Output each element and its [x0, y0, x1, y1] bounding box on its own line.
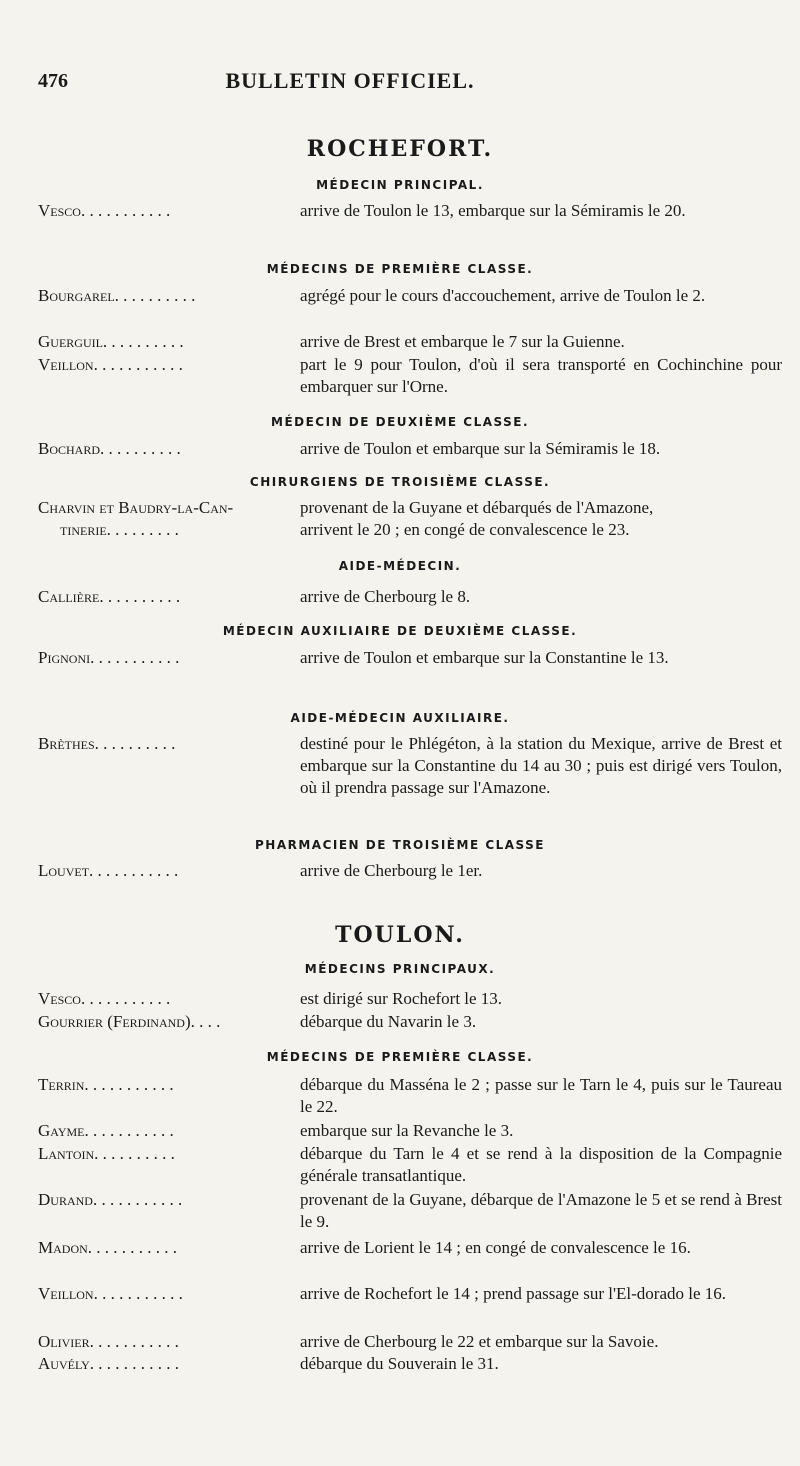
entry-text: débarque du Souverain le 31. — [300, 1354, 499, 1373]
officer-name: Brèthes. . . . . . . . . . — [38, 734, 176, 753]
section-title-toulon: TOULON. — [335, 922, 465, 948]
rank-heading: MÉDECINS PRINCIPAUX. — [304, 962, 496, 976]
officer-name: Vesco. . . . . . . . . . . — [38, 201, 171, 220]
entry-text: destiné pour le Phlégéton, à la station du Mexique, arrive de Brest et embarque sur la Constantine du 14 au 30 ; puis est dirigé vers Toulon, où il prendra passage sur l'Amazone. — [300, 734, 782, 797]
entry-text: part le 9 pour Toulon, d'où il sera transporté en Cochinchine pour embarquer sur l'Orne. — [300, 355, 782, 396]
rank-heading: PHARMACIEN DE TROISIÈME CLASSE — [254, 838, 545, 852]
entry-text: débarque du Navarin le 3. — [300, 1012, 477, 1031]
page-number: 476 — [38, 70, 68, 92]
section-title-rochefort: ROCHEFORT. — [306, 136, 494, 162]
entry-text: embarque sur la Revanche le 3. — [300, 1121, 514, 1140]
officer-name: Veillon. . . . . . . . . . . — [38, 355, 183, 374]
rank-heading: MÉDECIN AUXILIAIRE DE DEUXIÈME CLASSE. — [222, 624, 578, 638]
officer-name: Gourrier (Ferdinand). . . . — [38, 1012, 221, 1031]
entry-text: arrive de Cherbourg le 1er. — [300, 861, 483, 880]
officer-name: Madon. . . . . . . . . . . — [38, 1238, 178, 1257]
officer-name-cont: tinerie. . . . . . . . . — [60, 520, 179, 539]
officer-name: Lantoin. . . . . . . . . . — [38, 1144, 175, 1163]
entry-text: arrive de Brest et embarque le 7 sur la Guienne. — [300, 332, 625, 351]
entry-text: arrive de Rochefort le 14 ; prend passage sur l'El-dorado le 16. — [300, 1284, 727, 1303]
entry-text: arrive de Lorient le 14 ; en congé de convalescence le 16. — [300, 1238, 691, 1257]
entry-text: arrive de Cherbourg le 22 et embarque sur la Savoie. — [300, 1332, 659, 1351]
officer-name: Guerguil. . . . . . . . . . — [38, 332, 184, 351]
rank-heading: MÉDECIN PRINCIPAL. — [316, 178, 484, 192]
entry-text: arrive de Toulon et embarque sur la Sémiramis le 18. — [300, 439, 661, 458]
officer-name: Bochard. . . . . . . . . . — [38, 439, 181, 458]
officer-name: Vesco. . . . . . . . . . . — [38, 989, 171, 1008]
rank-heading: MÉDECINS DE PREMIÈRE CLASSE. — [266, 1050, 534, 1064]
officer-name: Terrin. . . . . . . . . . . — [38, 1075, 174, 1094]
entry-text: arrive de Toulon le 13, embarque sur la Sémiramis le 20. — [300, 201, 686, 220]
entry-text: est dirigé sur Rochefort le 13. — [300, 989, 503, 1008]
officer-name: Pignoni. . . . . . . . . . . — [38, 648, 180, 667]
rank-heading: CHIRURGIENS DE TROISIÈME CLASSE. — [249, 475, 551, 489]
rank-heading: AIDE-MÉDECIN AUXILIAIRE. — [290, 711, 510, 725]
officer-name: Veillon. . . . . . . . . . . — [38, 1284, 183, 1303]
entry-text: provenant de la Guyane, débarque de l'Amazone le 5 et se rend à Brest le 9. — [300, 1190, 782, 1231]
rank-heading: MÉDECIN DE DEUXIÈME CLASSE. — [271, 415, 529, 429]
officer-name: Bourgarel. . . . . . . . . . — [38, 286, 196, 305]
entry-text: agrégé pour le cours d'accouchement, arrive de Toulon le 2. — [300, 286, 706, 305]
officer-name: Gayme. . . . . . . . . . . — [38, 1121, 174, 1140]
entry-text-cont: arrivent le 20 ; en congé de convalescence le 23. — [300, 520, 630, 539]
officer-name: Charvin et Baudry-la-Can- — [38, 498, 234, 517]
entry-text: arrive de Cherbourg le 8. — [300, 587, 471, 606]
officer-name: Callière. . . . . . . . . . — [38, 587, 181, 606]
officer-name: Auvély. . . . . . . . . . . — [38, 1354, 179, 1373]
entry-text: débarque du Tarn le 4 et se rend à la disposition de la Compagnie générale transatlantique. — [300, 1144, 782, 1185]
officer-name: Olivier. . . . . . . . . . . — [38, 1332, 179, 1351]
rank-heading: AIDE-MÉDECIN. — [338, 559, 462, 573]
officer-name: Louvet. . . . . . . . . . . — [38, 861, 179, 880]
entry-text: débarque du Masséna le 2 ; passe sur le Tarn le 4, puis sur le Taureau le 22. — [300, 1075, 782, 1116]
rank-heading: MÉDECINS DE PREMIÈRE CLASSE. — [266, 262, 534, 276]
entry-text: provenant de la Guyane et débarqués de l'Amazone, — [300, 498, 654, 517]
officer-name: Durand. . . . . . . . . . . — [38, 1190, 183, 1209]
entry-text: arrive de Toulon et embarque sur la Constantine le 13. — [300, 648, 669, 667]
running-title: BULLETIN OFFICIEL. — [225, 68, 475, 93]
